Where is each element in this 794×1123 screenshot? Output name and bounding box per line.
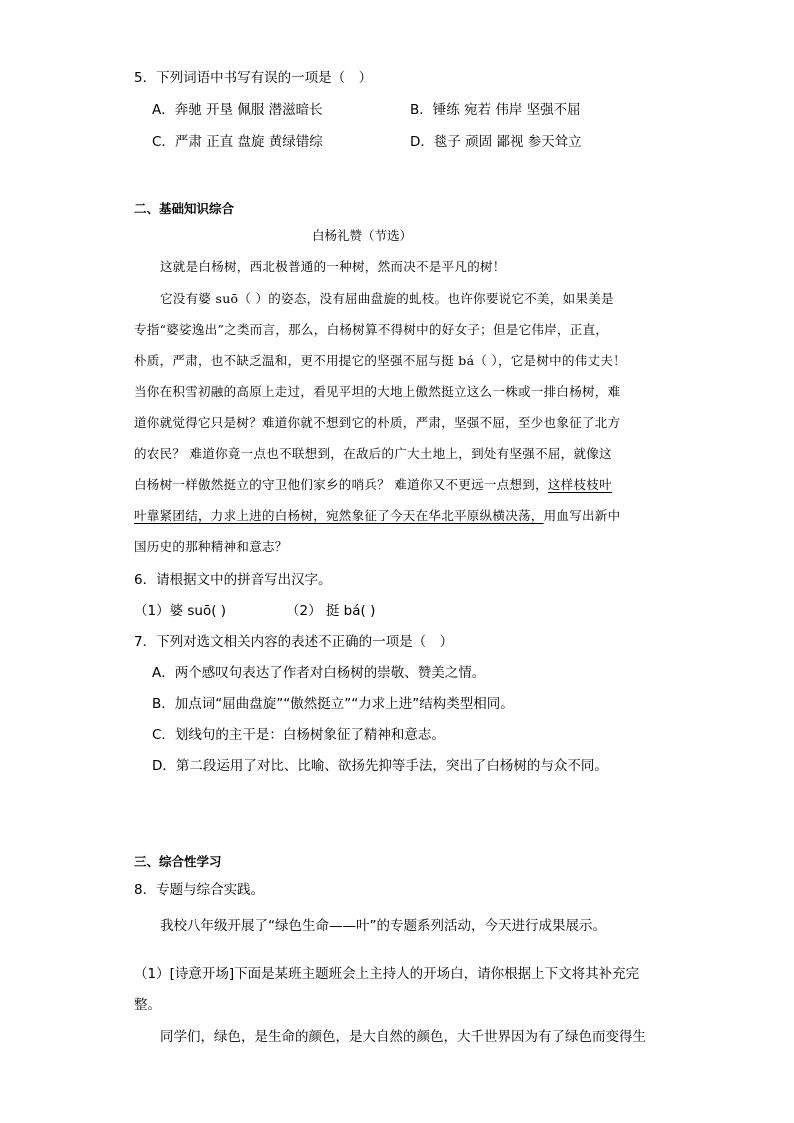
passage-line: 当你在积雪初融的高原上走过，看见平坦的大地上傲然挺立这么一株或一排白杨树，难 [134,384,621,399]
underlined-sentence-part: 这样枝枝叶 [547,477,612,492]
passage-line: 道你就觉得它只是树？难道你就不想到它的朴质，严肃，坚强不屈，至少也象征了北方 [134,415,621,430]
q7-stem: 7．下列对选文相关内容的表述不正确的一项是（ ） [134,634,454,650]
passage-line: 它没有婆 suō（ ）的姿态，没有屈曲盘旋的虬枝。也许你要说它不美，如果美是 [160,291,614,306]
q8-subquestion-1-cont: 整。 [134,997,161,1013]
underlined-sentence-part: 叶靠紧团结，力求上进的白杨树，宛然象征了今天在华北平原纵横决荡， [134,508,544,523]
q8-stem: 8．专题与综合实践。 [134,882,265,898]
section-heading-basic-knowledge: 二、基础知识综合 [134,201,235,216]
passage-line [134,475,612,493]
passage-line: 专指“婆娑逸出”之类而言，那么，白杨树算不得树中的好女子；但是它伟岸，正直， [134,322,609,337]
q8-subquestion-1: （1）[诗意开场]下面是某班主题班会上主持人的开场白，请你根据上下文将其补充完 [134,966,640,982]
passage-line-text: 白杨树一样傲然挺立的守卫他们家乡的哨兵？ 难道你又不更远一点想到， [134,477,548,492]
q6-stem: 6．请根据文中的拼音写出汉字。 [134,572,332,588]
passage-title: 白杨礼赞（节选） [312,228,413,243]
q5-option-c: C．严肃 正直 盘旋 黄绿错综 [152,134,323,150]
passage-line: 国历史的那种精神和意志？ [134,539,288,554]
q7-option-b: B．加点词“屈曲盘旋”“傲然挺立”“力求上进”结构类型相同。 [152,696,514,712]
q5-option-d: D．毯子 顽固 鄙视 参天耸立 [410,134,582,150]
q6-part-1: （1）婆 suō( ) [134,603,227,619]
q5-stem: 5．下列词语中书写有误的一项是（ ） [134,70,373,86]
q7-option-a: A．两个感叹句表达了作者对白杨树的崇敬、赞美之情。 [152,665,486,681]
passage-line [134,506,620,524]
q5-option-a: A．奔驰 开垦 佩服 潜滋暗长 [152,102,323,118]
q7-option-c: C．划线句的主干是：白杨树象征了精神和意志。 [152,727,445,743]
passage-line: 的农民？ 难道你竟一点也不联想到，在敌后的广大土地上，到处有坚强不屈，就像这 [134,446,612,461]
q7-option-d: D．第二段运用了对比、比喻、欲扬先抑等手法，突出了白杨树的与众不同。 [152,758,608,774]
section-heading-comprehensive-study: 三、综合性学习 [134,854,222,869]
q6-part-2: （2） 挺 bá( ) [286,603,376,619]
passage-paragraph-1: 这就是白杨树，西北极普通的一种树，然而决不是平凡的树！ [160,259,506,274]
q8-host-opening: 同学们，绿色，是生命的颜色，是大自然的颜色，大千世界因为有了绿色而变得生 [160,1029,646,1045]
passage-line-text: 用血写出新中 [543,508,621,523]
passage-line: 朴质，严肃，也不缺乏温和，更不用提它的坚强不屈与挺 bá（ ），它是树中的伟丈夫！ [134,353,626,368]
q5-option-b: B．锤练 宛若 伟岸 坚强不屈 [410,102,581,118]
q8-intro: 我校八年级开展了“绿色生命——叶”的专题系列活动，今天进行成果展示。 [160,918,606,934]
